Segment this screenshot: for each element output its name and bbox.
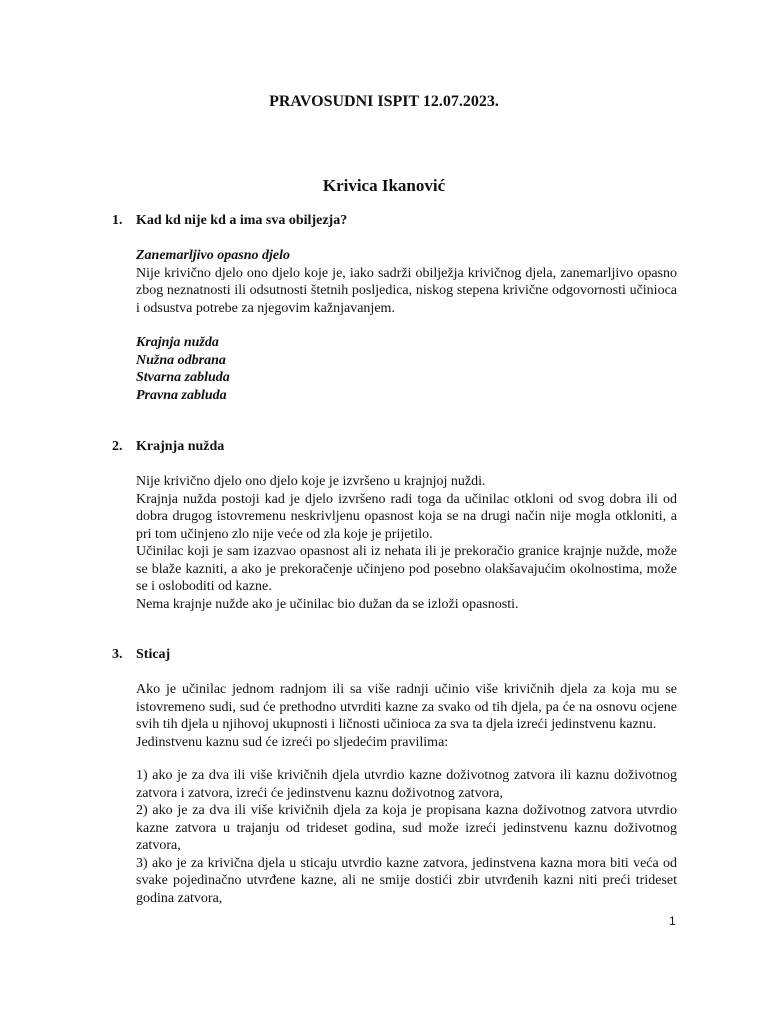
list-item: Nužna odbrana (136, 352, 226, 368)
question-3-rules (136, 767, 677, 907)
rule-item: 2) ako je za dva ili više krivičnih djela za koja je propisana kazna doživotnog zatvora utvrdio kazne zatvora u trajanju od trideset godina, sud može izreći jedinstvenu kaznu doživotnog zatvora, (136, 803, 677, 853)
question-title: Kad kd nije kd a ima sva obiljezja? (136, 213, 348, 228)
paragraph: Krajnja nužda postoji kad je djelo izvršeno radi toga da učinilac otkloni od svog dobra ili od dobra drugog istovremenu neskrivljenu opasnost koja se na drugi način nije mogla otkloniti, a pri tom učinjeno zlo nije veće od zla koje je prijetilo. (136, 491, 677, 542)
paragraph: Nije krivično djelo ono djelo koje je izvršeno u krajnjoj nuždi. (136, 474, 486, 489)
question-title: Sticaj (136, 647, 171, 662)
page-number: 1 (669, 914, 676, 928)
list-item: Pravna zabluda (136, 387, 227, 403)
question-1-heading (112, 213, 347, 229)
rule-item: 1) ako je za dva ili više krivičnih djela utvrdio kazne doživotnog zatvora ili kaznu doživotnog zatvora i zatvora, izreći će jedinstvenu kaznu doživotnog zatvora, (136, 768, 677, 801)
question-2-body (136, 473, 677, 613)
paragraph: Jedinstvenu kaznu sud će izreći po sljedećim pravilima: (136, 734, 449, 750)
paragraph: Učinilac koji je sam izazvao opasnost ali iz nehata ili je prekoračio granice krajnje nužde, može se blaže kazniti, a ako je prekoračenje učinjeno pod posebno olakšavajućim okolnostima, može se i osloboditi od kazne. (136, 544, 677, 594)
paragraph: Nema krajnje nužde ako je učinilac bio dužan da se izloži opasnosti. (136, 596, 519, 612)
paragraph: Ako je učinilac jednom radnjom ili sa više radnji učinio više krivičnih djela za koja mu se istovremeno sudi, sud će prethodno utvrditi kazne za svako od tih djela, pa će na osnovu ocjene svih tih djela u njihovoj ukupnosti i ličnosti učinioca za sva ta djela izreći jedinstvenu kaznu. (136, 682, 677, 732)
paragraph: Nije krivično djelo ono djelo koje je, iako sadrži obilježja krivičnog djela, zanemarljivo opasno zbog neznatnosti ili odsutnosti štetnih posljedica, niskog stepena krivične odgovornosti učinioca i odsustva potrebe za njegovim kažnjavanjem. (136, 265, 677, 316)
document-subtitle: Krivica Ikanović (322, 176, 446, 195)
question-1-list (136, 334, 677, 404)
subheading: Zanemarljivo opasno djelo (136, 248, 290, 263)
question-3-body (136, 681, 677, 751)
document-title: PRAVOSUDNI ISPIT 12.07.2023. (269, 93, 499, 110)
question-2-heading (112, 439, 224, 455)
question-1-body (136, 247, 677, 317)
question-number: 3. (112, 647, 123, 662)
rule-item: 3) ako je za krivična djela u sticaju utvrdio kazne zatvora, jedinstvena kazna mora biti veća od svake pojedinačno utvrđene kazne, ali ne smije dostići zbir utvrđenih kazni niti preći trideset godina zatvora, (136, 855, 677, 906)
list-item: Krajnja nužda (136, 335, 219, 350)
question-number: 2. (112, 439, 123, 454)
question-3-heading (112, 647, 170, 663)
question-title: Krajnja nužda (136, 439, 225, 454)
list-item: Stvarna zabluda (136, 370, 230, 385)
question-number: 1. (112, 213, 123, 228)
